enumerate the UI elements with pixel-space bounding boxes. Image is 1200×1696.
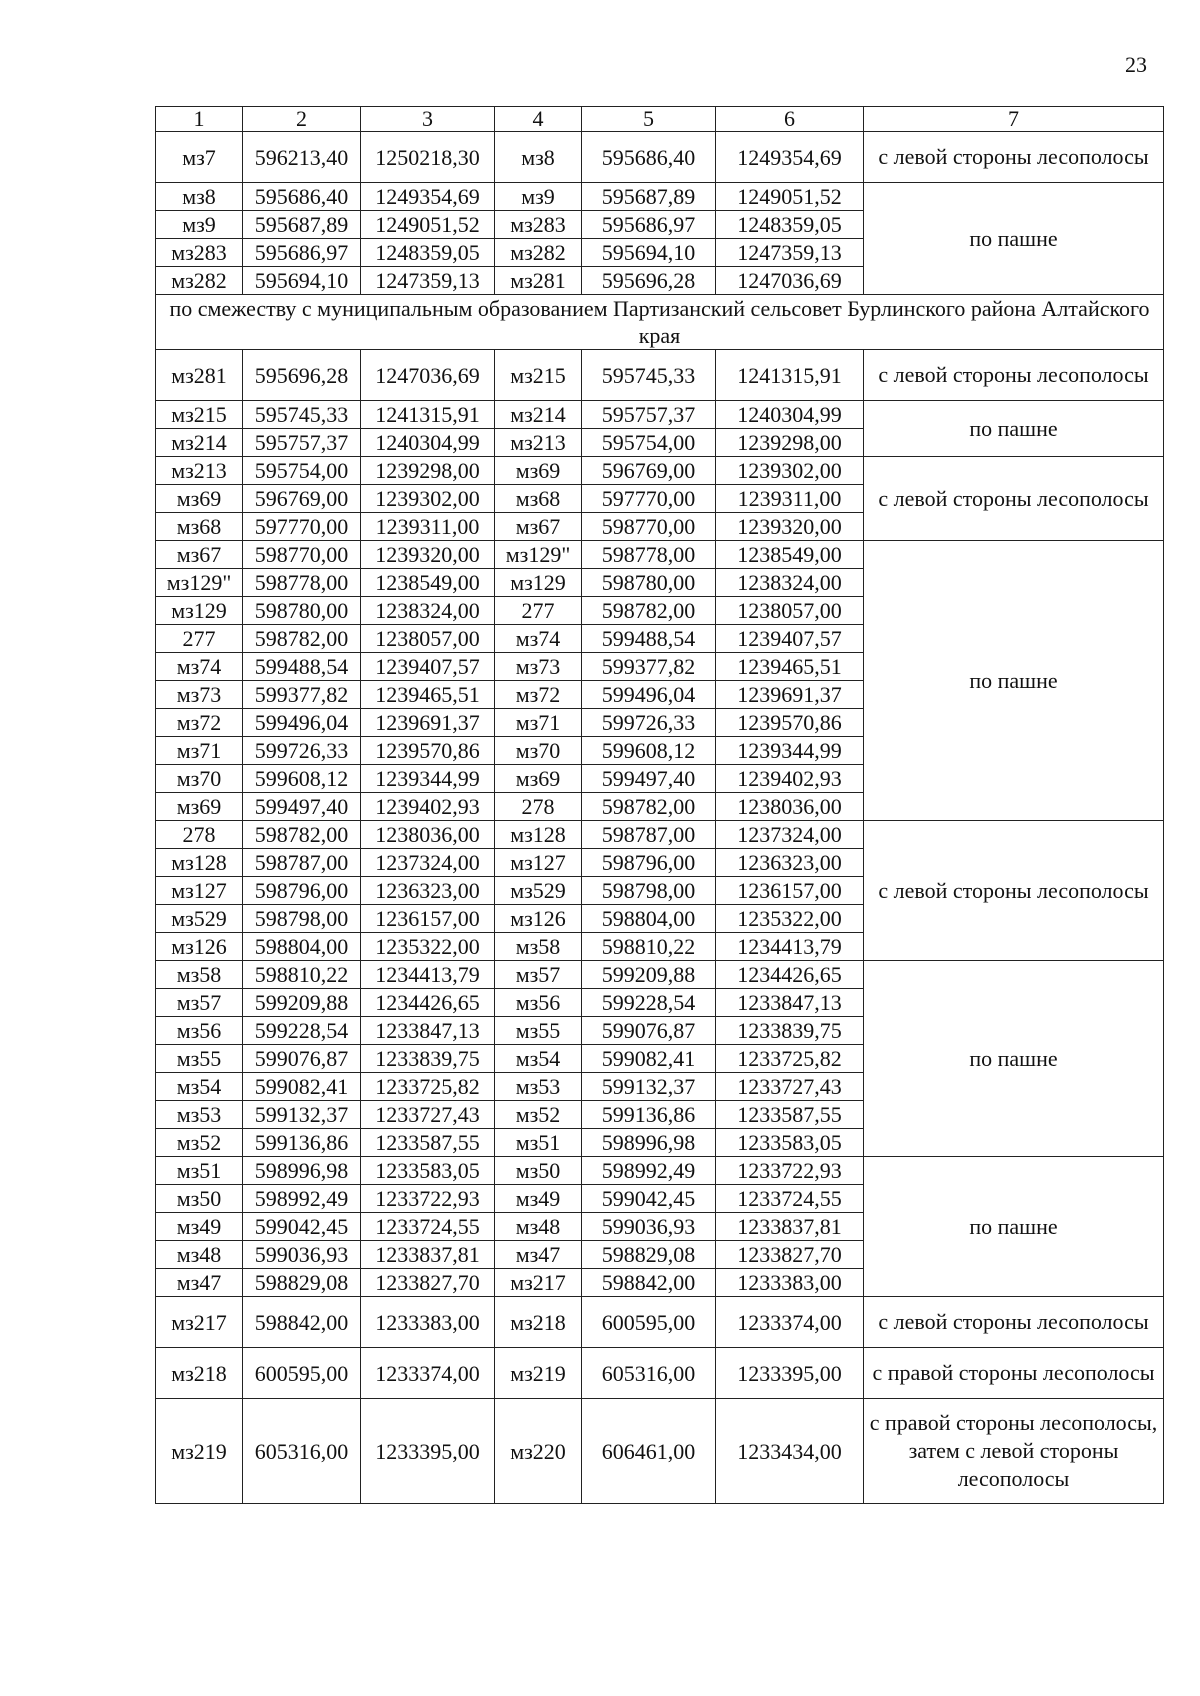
to-x-cell: 599726,33 [582,709,716,737]
boundary-description-cell: с левой стороны лесополосы [864,350,1164,401]
from-x-cell: 599042,45 [243,1213,361,1241]
to-y-cell: 1233837,81 [716,1213,864,1241]
from-x-cell: 598996,98 [243,1157,361,1185]
to-y-cell: 1239407,57 [716,625,864,653]
to-y-cell: 1241315,91 [716,350,864,401]
from-point-cell: мз69 [156,485,243,513]
to-point-cell: мз71 [495,709,582,737]
from-point-cell: мз213 [156,457,243,485]
from-y-cell: 1239407,57 [361,653,495,681]
boundary-coordinates-table [155,106,1164,1504]
from-point-cell: мз215 [156,401,243,429]
from-y-cell: 1240304,99 [361,429,495,457]
table-row [156,132,1164,183]
from-point-cell: мз282 [156,267,243,295]
from-x-cell: 598810,22 [243,961,361,989]
to-point-cell: мз218 [495,1297,582,1348]
to-point-cell: мз129 [495,569,582,597]
from-y-cell: 1249354,69 [361,183,495,211]
to-point-cell: мз69 [495,765,582,793]
to-point-cell: мз68 [495,485,582,513]
to-x-cell: 606461,00 [582,1399,716,1504]
from-y-cell: 1250218,30 [361,132,495,183]
to-point-cell: мз74 [495,625,582,653]
from-x-cell: 599082,41 [243,1073,361,1101]
from-y-cell: 1239320,00 [361,541,495,569]
from-x-cell: 598842,00 [243,1297,361,1348]
to-point-cell: мз213 [495,429,582,457]
from-point-cell: мз218 [156,1348,243,1399]
from-x-cell: 605316,00 [243,1399,361,1504]
to-y-cell: 1238549,00 [716,541,864,569]
column-header: 1 [156,107,243,132]
from-point-cell: мз51 [156,1157,243,1185]
from-y-cell: 1238324,00 [361,597,495,625]
to-y-cell: 1235322,00 [716,905,864,933]
from-x-cell: 598829,08 [243,1269,361,1297]
boundary-description-cell: по пашне [864,401,1164,457]
boundary-description-cell: по пашне [864,1157,1164,1297]
to-point-cell: мз70 [495,737,582,765]
from-point-cell: мз69 [156,793,243,821]
to-x-cell: 598770,00 [582,513,716,541]
to-x-cell: 599488,54 [582,625,716,653]
from-y-cell: 1247359,13 [361,267,495,295]
from-point-cell: мз68 [156,513,243,541]
to-x-cell: 598780,00 [582,569,716,597]
to-y-cell: 1233395,00 [716,1348,864,1399]
to-y-cell: 1249354,69 [716,132,864,183]
to-x-cell: 595686,97 [582,211,716,239]
boundary-description-cell: с правой стороны лесополосы, затем с левой стороны лесополосы [864,1399,1164,1504]
to-x-cell: 595745,33 [582,350,716,401]
to-x-cell: 599377,82 [582,653,716,681]
from-point-cell: мз129 [156,597,243,625]
from-point-cell: мз47 [156,1269,243,1297]
to-point-cell: мз54 [495,1045,582,1073]
column-header: 6 [716,107,864,132]
from-point-cell: мз283 [156,239,243,267]
to-x-cell: 596769,00 [582,457,716,485]
to-x-cell: 595686,40 [582,132,716,183]
to-y-cell: 1233839,75 [716,1017,864,1045]
from-y-cell: 1234426,65 [361,989,495,1017]
to-y-cell: 1233724,55 [716,1185,864,1213]
from-point-cell: мз56 [156,1017,243,1045]
from-y-cell: 1239298,00 [361,457,495,485]
boundary-description-cell: с левой стороны лесополосы [864,821,1164,961]
boundary-description-cell: с левой стороны лесополосы [864,1297,1164,1348]
to-x-cell: 598796,00 [582,849,716,877]
from-point-cell: мз127 [156,877,243,905]
to-x-cell: 598996,98 [582,1129,716,1157]
to-y-cell: 1238036,00 [716,793,864,821]
from-y-cell: 1239302,00 [361,485,495,513]
to-point-cell: мз127 [495,849,582,877]
from-x-cell: 599036,93 [243,1241,361,1269]
from-point-cell: мз74 [156,653,243,681]
from-y-cell: 1239691,37 [361,709,495,737]
to-x-cell: 598782,00 [582,793,716,821]
to-x-cell: 595696,28 [582,267,716,295]
from-y-cell: 1233587,55 [361,1129,495,1157]
to-x-cell: 595754,00 [582,429,716,457]
to-x-cell: 599132,37 [582,1073,716,1101]
to-point-cell: мз48 [495,1213,582,1241]
from-x-cell: 598780,00 [243,597,361,625]
to-x-cell: 598804,00 [582,905,716,933]
to-x-cell: 599608,12 [582,737,716,765]
from-point-cell: мз67 [156,541,243,569]
column-header: 7 [864,107,1164,132]
to-x-cell: 597770,00 [582,485,716,513]
from-y-cell: 1235322,00 [361,933,495,961]
from-y-cell: 1247036,69 [361,350,495,401]
to-y-cell: 1239465,51 [716,653,864,681]
from-point-cell: мз70 [156,765,243,793]
from-y-cell: 1233827,70 [361,1269,495,1297]
from-point-cell: мз48 [156,1241,243,1269]
to-x-cell: 599136,86 [582,1101,716,1129]
from-x-cell: 598796,00 [243,877,361,905]
from-y-cell: 1238057,00 [361,625,495,653]
table-row [156,457,1164,485]
from-y-cell: 1233727,43 [361,1101,495,1129]
from-point-cell: мз529 [156,905,243,933]
to-y-cell: 1237324,00 [716,821,864,849]
from-y-cell: 1239570,86 [361,737,495,765]
from-point-cell: мз126 [156,933,243,961]
from-x-cell: 595745,33 [243,401,361,429]
boundary-description-cell: по пашне [864,541,1164,821]
from-x-cell: 599726,33 [243,737,361,765]
from-x-cell: 599136,86 [243,1129,361,1157]
from-y-cell: 1233837,81 [361,1241,495,1269]
from-y-cell: 1239402,93 [361,793,495,821]
to-x-cell: 598842,00 [582,1269,716,1297]
to-point-cell: мз56 [495,989,582,1017]
from-point-cell: мз57 [156,989,243,1017]
boundary-description-cell: по пашне [864,183,1164,295]
to-point-cell: мз281 [495,267,582,295]
from-x-cell: 595754,00 [243,457,361,485]
to-point-cell: мз129" [495,541,582,569]
to-point-cell: мз8 [495,132,582,183]
to-y-cell: 1233587,55 [716,1101,864,1129]
to-point-cell: мз55 [495,1017,582,1045]
from-x-cell: 599228,54 [243,1017,361,1045]
table-row [156,183,1164,211]
to-x-cell: 598992,49 [582,1157,716,1185]
from-x-cell: 595757,37 [243,429,361,457]
from-point-cell: мз281 [156,350,243,401]
from-point-cell: 278 [156,821,243,849]
from-x-cell: 598770,00 [243,541,361,569]
from-x-cell: 597770,00 [243,513,361,541]
from-x-cell: 596213,40 [243,132,361,183]
from-y-cell: 1239465,51 [361,681,495,709]
to-x-cell: 599496,04 [582,681,716,709]
from-y-cell: 1233395,00 [361,1399,495,1504]
from-y-cell: 1241315,91 [361,401,495,429]
to-y-cell: 1240304,99 [716,401,864,429]
from-y-cell: 1238036,00 [361,821,495,849]
to-y-cell: 1233827,70 [716,1241,864,1269]
from-point-cell: мз9 [156,211,243,239]
to-point-cell: мз220 [495,1399,582,1504]
to-y-cell: 1239302,00 [716,457,864,485]
to-y-cell: 1233847,13 [716,989,864,1017]
from-x-cell: 598778,00 [243,569,361,597]
from-y-cell: 1233722,93 [361,1185,495,1213]
from-y-cell: 1234413,79 [361,961,495,989]
from-x-cell: 599076,87 [243,1045,361,1073]
to-point-cell: мз126 [495,905,582,933]
from-x-cell: 598782,00 [243,625,361,653]
to-x-cell: 599497,40 [582,765,716,793]
to-point-cell: мз529 [495,877,582,905]
to-point-cell: мз53 [495,1073,582,1101]
boundary-description-cell: по пашне [864,961,1164,1157]
to-x-cell: 600595,00 [582,1297,716,1348]
from-x-cell: 600595,00 [243,1348,361,1399]
from-x-cell: 595687,89 [243,211,361,239]
table-row [156,350,1164,401]
from-y-cell: 1233725,82 [361,1073,495,1101]
from-point-cell: мз129" [156,569,243,597]
boundary-description-cell: с правой стороны лесополосы [864,1348,1164,1399]
from-y-cell: 1233583,05 [361,1157,495,1185]
from-y-cell: 1239344,99 [361,765,495,793]
from-y-cell: 1237324,00 [361,849,495,877]
to-y-cell: 1238057,00 [716,597,864,625]
to-y-cell: 1238324,00 [716,569,864,597]
from-x-cell: 595686,97 [243,239,361,267]
section-caption: по смежеству с муниципальным образованием Партизанский сельсовет Бурлинского района Алтайского края [156,295,1164,350]
from-x-cell: 598804,00 [243,933,361,961]
to-x-cell: 599228,54 [582,989,716,1017]
to-point-cell: мз73 [495,653,582,681]
to-y-cell: 1249051,52 [716,183,864,211]
from-x-cell: 599608,12 [243,765,361,793]
to-y-cell: 1247359,13 [716,239,864,267]
to-point-cell: 277 [495,597,582,625]
from-x-cell: 599496,04 [243,709,361,737]
from-x-cell: 595694,10 [243,267,361,295]
boundary-description-cell: с левой стороны лесополосы [864,457,1164,541]
boundary-description-cell: с левой стороны лесополосы [864,132,1164,183]
to-y-cell: 1234426,65 [716,961,864,989]
from-x-cell: 598787,00 [243,849,361,877]
from-x-cell: 599132,37 [243,1101,361,1129]
to-point-cell: мз283 [495,211,582,239]
to-x-cell: 598787,00 [582,821,716,849]
table-row [156,1348,1164,1399]
to-y-cell: 1239570,86 [716,709,864,737]
column-header: 2 [243,107,361,132]
to-y-cell: 1233583,05 [716,1129,864,1157]
from-y-cell: 1236323,00 [361,877,495,905]
to-y-cell: 1239691,37 [716,681,864,709]
from-point-cell: мз54 [156,1073,243,1101]
to-y-cell: 1247036,69 [716,267,864,295]
from-y-cell: 1233383,00 [361,1297,495,1348]
from-y-cell: 1249051,52 [361,211,495,239]
from-point-cell: мз50 [156,1185,243,1213]
to-point-cell: мз58 [495,933,582,961]
table-row [156,401,1164,429]
to-point-cell: мз9 [495,183,582,211]
to-point-cell: мз72 [495,681,582,709]
to-x-cell: 599036,93 [582,1213,716,1241]
from-x-cell: 598798,00 [243,905,361,933]
to-point-cell: мз219 [495,1348,582,1399]
from-x-cell: 599488,54 [243,653,361,681]
from-y-cell: 1248359,05 [361,239,495,267]
to-point-cell: 278 [495,793,582,821]
from-point-cell: мз49 [156,1213,243,1241]
from-point-cell: мз58 [156,961,243,989]
from-point-cell: мз53 [156,1101,243,1129]
to-y-cell: 1233383,00 [716,1269,864,1297]
to-point-cell: мз57 [495,961,582,989]
to-point-cell: мз214 [495,401,582,429]
from-y-cell: 1238549,00 [361,569,495,597]
to-point-cell: мз69 [495,457,582,485]
column-header: 3 [361,107,495,132]
to-y-cell: 1239320,00 [716,513,864,541]
to-x-cell: 595757,37 [582,401,716,429]
to-y-cell: 1236157,00 [716,877,864,905]
from-point-cell: мз219 [156,1399,243,1504]
column-header: 4 [495,107,582,132]
to-x-cell: 599076,87 [582,1017,716,1045]
to-y-cell: 1233725,82 [716,1045,864,1073]
from-y-cell: 1233724,55 [361,1213,495,1241]
from-point-cell: мз7 [156,132,243,183]
from-y-cell: 1233374,00 [361,1348,495,1399]
table-row [156,541,1164,569]
to-x-cell: 599082,41 [582,1045,716,1073]
table-header-row [156,107,1164,132]
to-y-cell: 1239298,00 [716,429,864,457]
page-number: 23 [1125,52,1147,77]
to-x-cell: 605316,00 [582,1348,716,1399]
to-y-cell: 1233727,43 [716,1073,864,1101]
from-x-cell: 595696,28 [243,350,361,401]
from-x-cell: 595686,40 [243,183,361,211]
from-x-cell: 599209,88 [243,989,361,1017]
to-x-cell: 598829,08 [582,1241,716,1269]
from-point-cell: мз73 [156,681,243,709]
to-x-cell: 599042,45 [582,1185,716,1213]
to-y-cell: 1233434,00 [716,1399,864,1504]
to-x-cell: 595694,10 [582,239,716,267]
from-y-cell: 1233847,13 [361,1017,495,1045]
to-point-cell: мз49 [495,1185,582,1213]
from-x-cell: 596769,00 [243,485,361,513]
to-point-cell: мз67 [495,513,582,541]
to-y-cell: 1239402,93 [716,765,864,793]
column-header: 5 [582,107,716,132]
to-y-cell: 1248359,05 [716,211,864,239]
from-point-cell: мз8 [156,183,243,211]
from-x-cell: 599377,82 [243,681,361,709]
to-point-cell: мз282 [495,239,582,267]
to-point-cell: мз50 [495,1157,582,1185]
from-x-cell: 598992,49 [243,1185,361,1213]
section-caption-row [156,295,1164,350]
to-y-cell: 1239311,00 [716,485,864,513]
from-point-cell: мз214 [156,429,243,457]
from-point-cell: 277 [156,625,243,653]
to-x-cell: 598782,00 [582,597,716,625]
from-point-cell: мз71 [156,737,243,765]
to-point-cell: мз52 [495,1101,582,1129]
to-y-cell: 1233374,00 [716,1297,864,1348]
table-row [156,1157,1164,1185]
to-y-cell: 1234413,79 [716,933,864,961]
from-point-cell: мз217 [156,1297,243,1348]
from-point-cell: мз55 [156,1045,243,1073]
from-x-cell: 599497,40 [243,793,361,821]
to-x-cell: 599209,88 [582,961,716,989]
table-row [156,821,1164,849]
from-y-cell: 1236157,00 [361,905,495,933]
to-x-cell: 598778,00 [582,541,716,569]
to-x-cell: 598798,00 [582,877,716,905]
to-y-cell: 1236323,00 [716,849,864,877]
table-row [156,961,1164,989]
from-point-cell: мз128 [156,849,243,877]
from-point-cell: мз72 [156,709,243,737]
table-row [156,1399,1164,1504]
to-point-cell: мз215 [495,350,582,401]
table-row [156,1297,1164,1348]
to-x-cell: 598810,22 [582,933,716,961]
from-x-cell: 598782,00 [243,821,361,849]
from-point-cell: мз52 [156,1129,243,1157]
from-y-cell: 1239311,00 [361,513,495,541]
to-x-cell: 595687,89 [582,183,716,211]
to-y-cell: 1239344,99 [716,737,864,765]
to-point-cell: мз217 [495,1269,582,1297]
from-y-cell: 1233839,75 [361,1045,495,1073]
to-y-cell: 1233722,93 [716,1157,864,1185]
to-point-cell: мз128 [495,821,582,849]
to-point-cell: мз47 [495,1241,582,1269]
to-point-cell: мз51 [495,1129,582,1157]
